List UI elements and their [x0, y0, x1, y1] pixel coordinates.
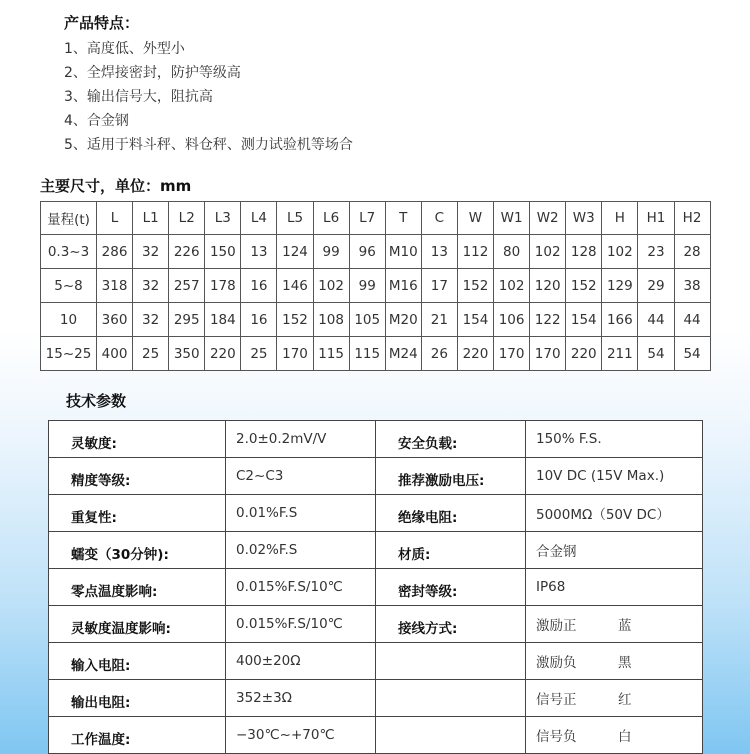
table-row [49, 495, 703, 532]
param-label: 精度等级: [49, 458, 226, 495]
table-cell: 17 [421, 269, 457, 303]
table-cell: H1 [638, 202, 674, 235]
table-cell: 122 [530, 303, 566, 337]
table-cell: 220 [205, 337, 241, 371]
table-row [49, 680, 703, 717]
param-value: 10V DC (15V Max.) [526, 458, 703, 495]
table-cell: 220 [457, 337, 493, 371]
table-cell: C [421, 202, 457, 235]
table-cell: L [97, 202, 133, 235]
table-cell: 129 [602, 269, 638, 303]
table-cell: 152 [457, 269, 493, 303]
table-cell: L6 [313, 202, 349, 235]
param-label: 绝缘电阻: [376, 495, 526, 532]
table-cell: M16 [385, 269, 421, 303]
param-label: 灵敏度: [49, 421, 226, 458]
param-value: 150% F.S. [526, 421, 703, 458]
table-cell: 23 [638, 235, 674, 269]
table-cell: 152 [566, 269, 602, 303]
param-value: 合金钢 [526, 532, 703, 569]
table-cell: 0.3~3 [41, 235, 97, 269]
table-cell: 295 [169, 303, 205, 337]
table-row [41, 303, 711, 337]
table-cell: 25 [133, 337, 169, 371]
table-cell: 178 [205, 269, 241, 303]
table-cell: 25 [241, 337, 277, 371]
param-value: 0.01%F.S [226, 495, 376, 532]
table-row [49, 421, 703, 458]
wire-signal: 激励负 [536, 655, 577, 671]
param-label: 输入电阻: [49, 643, 226, 680]
features-title: 产品特点： [64, 14, 140, 32]
table-cell: 29 [638, 269, 674, 303]
table-cell: 115 [349, 337, 385, 371]
table-cell: 152 [277, 303, 313, 337]
table-cell: 286 [97, 235, 133, 269]
table-cell: 32 [133, 269, 169, 303]
table-cell: 166 [602, 303, 638, 337]
wiring-value [526, 717, 703, 754]
feature-item: 2、全焊接密封，防护等级高 [64, 65, 241, 81]
feature-item: 5、适用于料斗秤、料仓秤、测力试验机等场合 [64, 137, 353, 153]
table-cell: 106 [494, 303, 530, 337]
table-cell: 154 [457, 303, 493, 337]
table-cell: M24 [385, 337, 421, 371]
table-cell: 108 [313, 303, 349, 337]
table-row [41, 337, 711, 371]
param-label: 输出电阻: [49, 680, 226, 717]
dimensions-title: 主要尺寸，单位：mm [40, 177, 192, 195]
param-label: 接线方式: [376, 606, 526, 643]
table-cell: 15~25 [41, 337, 97, 371]
param-label: 蠕变（30分钟): [49, 532, 226, 569]
table-cell: 54 [674, 337, 710, 371]
table-cell: 105 [349, 303, 385, 337]
table-cell: 400 [97, 337, 133, 371]
table-cell: 112 [457, 235, 493, 269]
table-cell: 38 [674, 269, 710, 303]
table-cell: W1 [494, 202, 530, 235]
table-cell: L3 [205, 202, 241, 235]
wire-color: 黑 [618, 655, 632, 671]
table-cell: 124 [277, 235, 313, 269]
param-value: 352±3Ω [226, 680, 376, 717]
table-cell: 170 [530, 337, 566, 371]
table-cell: 28 [674, 235, 710, 269]
param-value: C2~C3 [226, 458, 376, 495]
table-cell: M20 [385, 303, 421, 337]
table-cell: L4 [241, 202, 277, 235]
table-cell: H2 [674, 202, 710, 235]
table-cell: 184 [205, 303, 241, 337]
table-cell: W2 [530, 202, 566, 235]
table-cell: 32 [133, 235, 169, 269]
param-label: 零点温度影响: [49, 569, 226, 606]
param-label [376, 717, 526, 754]
tech-title: 技术参数 [66, 392, 127, 410]
table-cell: 115 [313, 337, 349, 371]
table-cell: 99 [313, 235, 349, 269]
table-cell: 32 [133, 303, 169, 337]
table-cell: 16 [241, 303, 277, 337]
table-cell: 360 [97, 303, 133, 337]
wire-color: 白 [618, 729, 632, 745]
param-label: 安全负载: [376, 421, 526, 458]
wiring-value [526, 643, 703, 680]
table-cell: 44 [674, 303, 710, 337]
param-value: IP68 [526, 569, 703, 606]
table-cell: 350 [169, 337, 205, 371]
table-cell: 13 [421, 235, 457, 269]
wire-signal: 激励正 [536, 618, 577, 634]
table-cell: 102 [313, 269, 349, 303]
table-cell: T [385, 202, 421, 235]
param-label: 重复性: [49, 495, 226, 532]
table-row [49, 606, 703, 643]
table-header-row [41, 202, 711, 235]
feature-item: 1、高度低、外型小 [64, 41, 185, 57]
wiring-value [526, 606, 703, 643]
table-cell: 146 [277, 269, 313, 303]
table-cell: 10 [41, 303, 97, 337]
table-cell: 154 [566, 303, 602, 337]
table-cell: 54 [638, 337, 674, 371]
table-row [49, 458, 703, 495]
param-value: −30℃~+70℃ [226, 717, 376, 754]
param-value: 0.015%F.S/10℃ [226, 606, 376, 643]
table-cell: M10 [385, 235, 421, 269]
param-label [376, 643, 526, 680]
wire-color: 蓝 [618, 618, 632, 634]
param-value: 2.0±0.2mV/V [226, 421, 376, 458]
wire-signal: 信号负 [536, 729, 577, 745]
table-cell: 16 [241, 269, 277, 303]
feature-item: 3、输出信号大，阻抗高 [64, 89, 213, 105]
wiring-value [526, 680, 703, 717]
table-cell: 102 [494, 269, 530, 303]
param-label: 工作温度: [49, 717, 226, 754]
tech-params-table [48, 420, 703, 754]
table-cell: 21 [421, 303, 457, 337]
param-value: 5000MΩ（50V DC） [526, 495, 703, 532]
table-cell: 96 [349, 235, 385, 269]
table-cell: W [457, 202, 493, 235]
table-cell: 170 [494, 337, 530, 371]
table-row [49, 532, 703, 569]
param-value: 0.015%F.S/10℃ [226, 569, 376, 606]
table-cell: 120 [530, 269, 566, 303]
table-cell: 102 [602, 235, 638, 269]
table-cell: 44 [638, 303, 674, 337]
table-cell: W3 [566, 202, 602, 235]
table-row [49, 717, 703, 754]
table-cell: H [602, 202, 638, 235]
table-cell: 80 [494, 235, 530, 269]
table-cell: L5 [277, 202, 313, 235]
table-cell: 102 [530, 235, 566, 269]
table-cell: 26 [421, 337, 457, 371]
wire-color: 红 [618, 692, 632, 708]
table-row [49, 643, 703, 680]
table-cell: 量程(t) [41, 202, 97, 235]
table-cell: 318 [97, 269, 133, 303]
table-row [49, 569, 703, 606]
table-row [41, 269, 711, 303]
table-cell: 211 [602, 337, 638, 371]
table-cell: 99 [349, 269, 385, 303]
param-label: 推荐激励电压: [376, 458, 526, 495]
table-cell: 150 [205, 235, 241, 269]
table-cell: L1 [133, 202, 169, 235]
table-cell: 13 [241, 235, 277, 269]
wire-signal: 信号正 [536, 692, 577, 708]
dimensions-table [40, 201, 711, 371]
param-label: 材质: [376, 532, 526, 569]
feature-item: 4、合金钢 [64, 113, 129, 129]
param-label [376, 680, 526, 717]
table-cell: 257 [169, 269, 205, 303]
param-value: 0.02%F.S [226, 532, 376, 569]
table-cell: 5~8 [41, 269, 97, 303]
param-label: 密封等级: [376, 569, 526, 606]
table-cell: 170 [277, 337, 313, 371]
table-row [41, 235, 711, 269]
table-cell: 220 [566, 337, 602, 371]
table-cell: 226 [169, 235, 205, 269]
table-cell: 128 [566, 235, 602, 269]
table-cell: L2 [169, 202, 205, 235]
table-cell: L7 [349, 202, 385, 235]
param-value: 400±20Ω [226, 643, 376, 680]
param-label: 灵敏度温度影响: [49, 606, 226, 643]
